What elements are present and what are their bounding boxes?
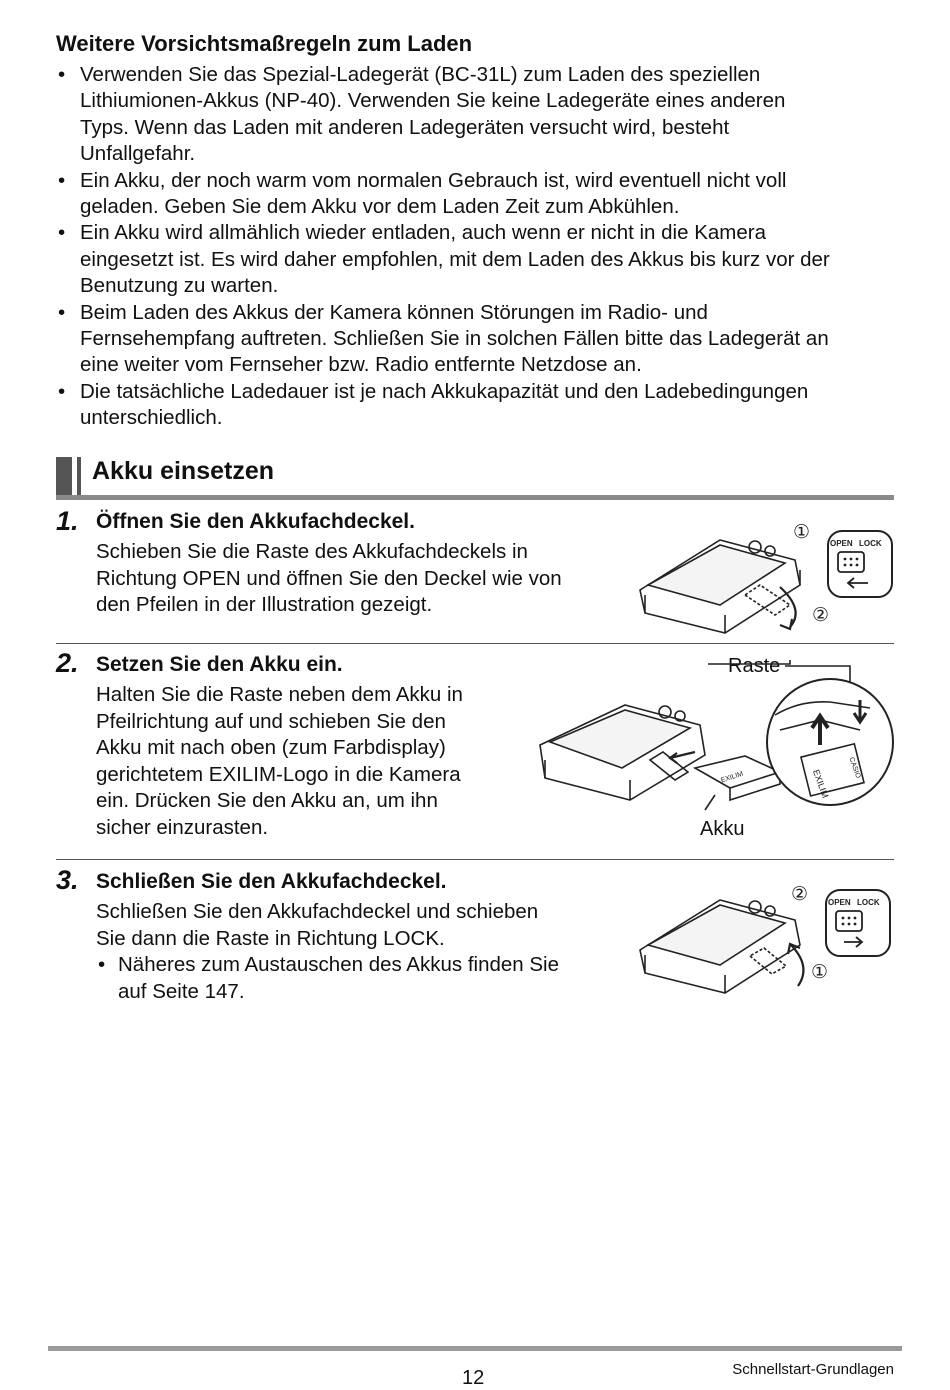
list-item: • Ein Akku wird allmählich wieder entladen, auch wenn er nicht in die Kamera eingesetzt ist. Es wird daher empfohlen, mit dem Laden des Akkus bis kurz vor der Benutzung zu warten.: [56, 220, 906, 299]
section-header: [56, 455, 894, 500]
list-item: • Die tatsächliche Ladedauer ist je nach Akkukapazität und den Ladebedingungen unterschiedlich.: [56, 379, 906, 432]
camera-close-cover-illustration: [630, 878, 900, 998]
battery-logo-small: EXILIM: [720, 770, 745, 785]
step-1-text: Schieben Sie die Raste des Akkufachdeckels in Richtung OPEN und öffnen Sie den Deckel wie von den Pfeilen in der Illustration gezeigt.: [96, 540, 562, 617]
step-divider: [56, 859, 894, 860]
step-1-title: Öffnen Sie den Akkufachdeckel.: [96, 510, 415, 533]
switch-open-label: OPEN: [830, 539, 853, 548]
battery-callout-label: Akku: [700, 818, 745, 840]
list-item: • Ein Akku, der noch warm vom normalen Gebrauch ist, wird eventuell nicht voll geladen. Geben Sie dem Akku vor dem Laden Zeit zum Abkühlen.: [56, 168, 906, 221]
page-number: 12: [462, 1367, 485, 1389]
list-item: • Beim Laden des Akkus der Kamera können Störungen im Radio- und Fernsehempfang auftreten. Schließen Sie in solchen Fällen bitte das Ladegerät an eine weiter vom Fernseher bzw. Radio entfernte Netzdose an.: [56, 300, 906, 379]
step-2-number: 2.: [56, 648, 79, 678]
battery-insert-illustration: [530, 660, 895, 820]
step-3-text: Schließen Sie den Akkufachdeckel und schieben Sie dann die Raste in Richtung LOCK.: [96, 900, 539, 950]
section-marker: [56, 457, 72, 495]
step-3-number: 3.: [56, 865, 79, 895]
camera-open-cover-illustration: [630, 515, 900, 640]
marker-1: ①: [793, 521, 811, 543]
battery-brand-text: CASIO: [847, 756, 862, 780]
latch-callout-label: Raste: [728, 655, 781, 677]
list-item: • Verwenden Sie das Spezial-Ladegerät (BC-31L) zum Laden des speziellen Lithiumionen-Akkus (NP-40). Verwenden Sie keine Ladegeräte eines anderen Typs. Wenn das Laden mit anderen Ladegeräten versucht wird, besteht Unfallgefahr.: [56, 62, 906, 168]
footer-rule: [48, 1346, 902, 1351]
marker-2: ②: [791, 883, 809, 905]
step-divider: [56, 643, 894, 644]
battery-logo-text: EXILIM: [810, 768, 831, 800]
step-3-title: Schließen Sie den Akkufachdeckel.: [96, 870, 447, 893]
precautions-heading: Weitere Vorsichtsmaßregeln zum Laden: [56, 31, 473, 56]
step-1-number: 1.: [56, 506, 79, 536]
step-2-text: Halten Sie die Raste neben dem Akku in Pfeilrichtung auf und schieben Sie den Akku mit nach oben (zum Farbdisplay) gerichtetem EXILIM-Logo in die Kamera ein. Drücken Sie den Akku an, um ihn sicher einzurasten.: [96, 683, 463, 839]
precautions-list: [56, 62, 906, 432]
section-title: Akku einsetzen: [92, 457, 275, 485]
step-2-title: Setzen Sie den Akku ein.: [96, 653, 343, 676]
switch-open-label: OPEN: [828, 898, 851, 907]
step-3-note: • Näheres zum Austauschen des Akkus finden Sie auf Seite 147.: [96, 952, 628, 1005]
footer-section-name: Schnellstart-Grundlagen: [732, 1361, 894, 1378]
section-marker-thin: [77, 457, 81, 495]
marker-2: ②: [812, 604, 830, 626]
switch-lock-label: LOCK: [859, 539, 882, 548]
switch-lock-label: LOCK: [857, 898, 880, 907]
marker-1: ①: [811, 961, 829, 983]
